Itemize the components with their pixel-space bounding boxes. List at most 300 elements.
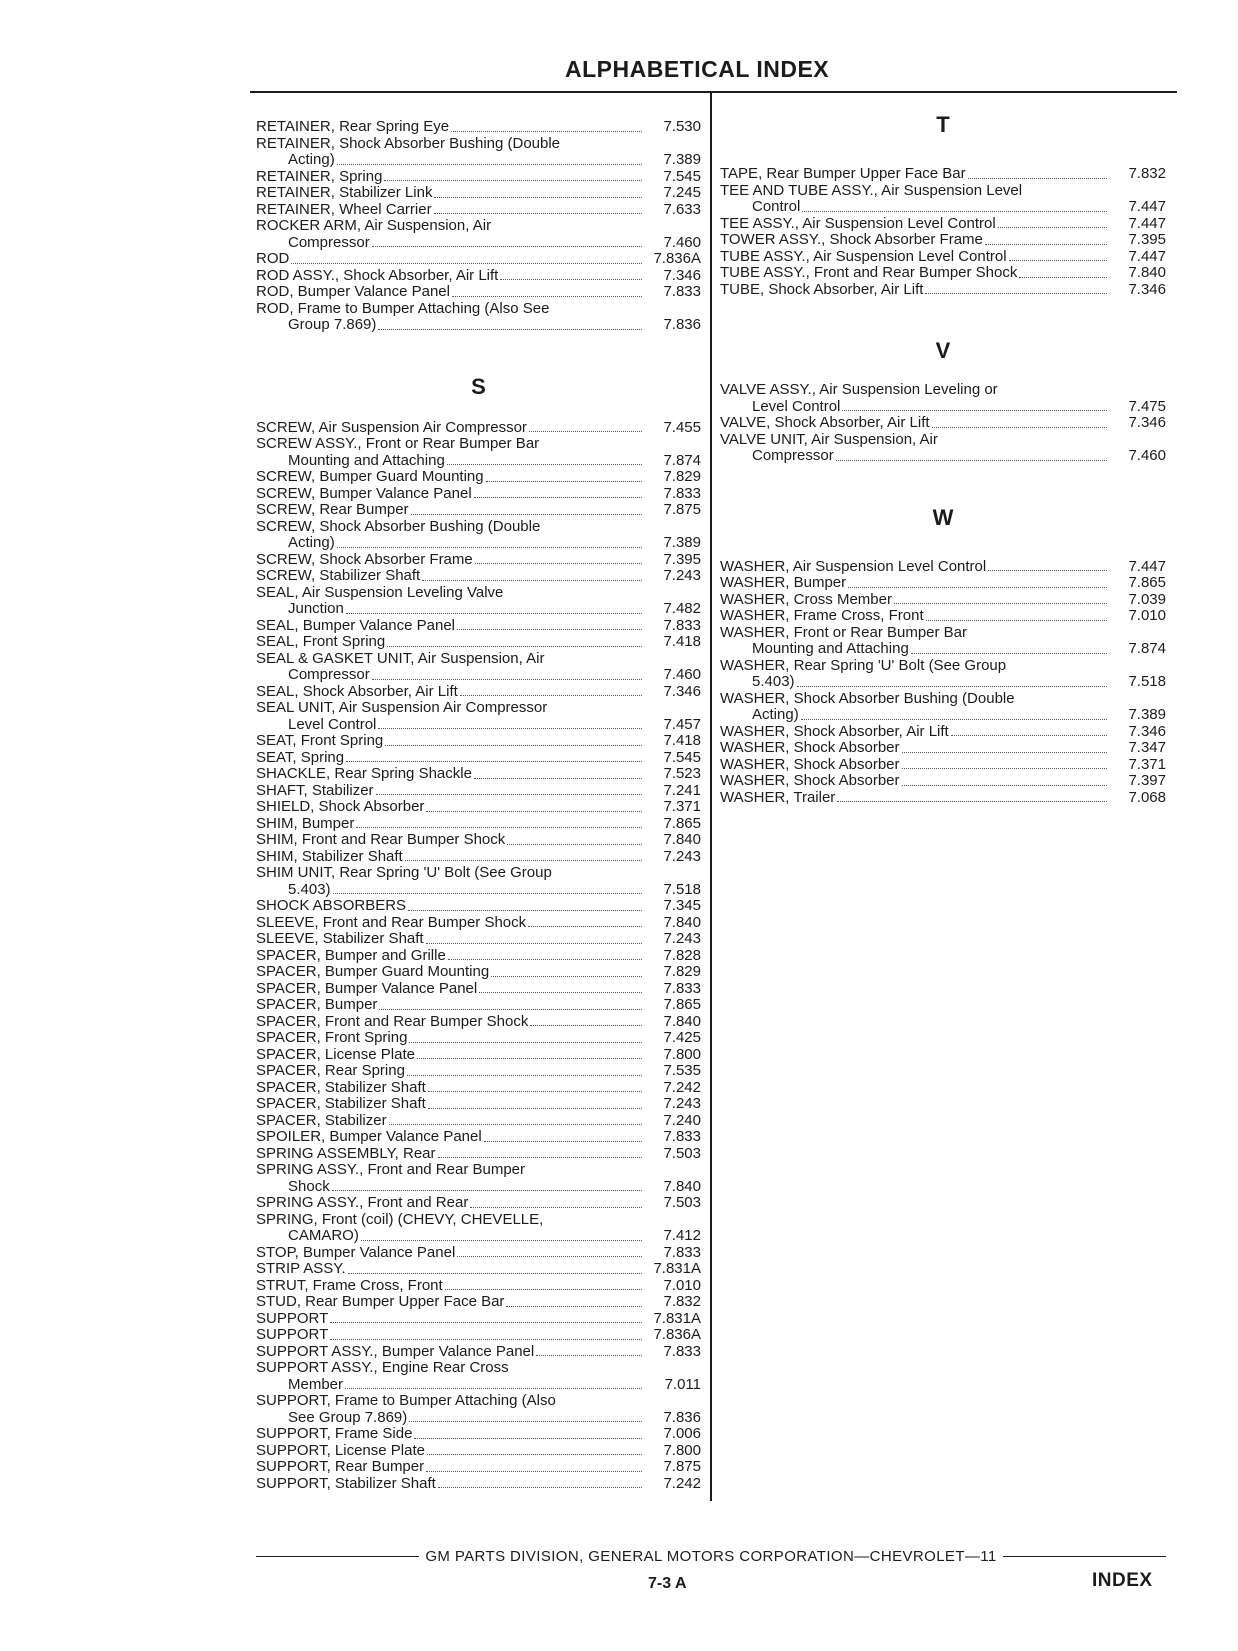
entry-page-ref: 7.347 [1128, 739, 1166, 756]
dot-leader [409, 1042, 642, 1043]
dot-leader [330, 1322, 642, 1323]
entry-page-ref: 7.425 [663, 1029, 701, 1046]
entry-text: Member [288, 1375, 344, 1393]
index-entry [720, 216, 1166, 233]
dot-leader [837, 801, 1107, 802]
entry-text: TUBE ASSY., Air Suspension Level Control [720, 247, 1007, 265]
footer-rule-left [256, 1556, 419, 1558]
entry-text: SUPPORT, Frame to Bumper Attaching (Also [256, 1392, 556, 1409]
entry-text: RETAINER, Spring [256, 167, 383, 185]
index-entry [256, 1393, 701, 1426]
dot-leader [988, 570, 1107, 571]
entry-text: TEE AND TUBE ASSY., Air Suspension Level [720, 181, 1023, 199]
entry-page-ref: 7.836A [653, 250, 701, 267]
index-entry [720, 625, 1166, 658]
dot-leader [411, 514, 642, 515]
entry-text: SPRING ASSY., Front and Rear [256, 1194, 469, 1211]
entry-text: SUPPORT, Stabilizer Shaft [256, 1474, 436, 1492]
dot-leader [378, 728, 642, 729]
index-list-v [720, 382, 1166, 465]
entry-text: TOWER ASSY., Shock Absorber Frame [720, 231, 983, 248]
dot-leader [378, 329, 642, 330]
index-entry [256, 1195, 701, 1212]
index-entry [720, 608, 1166, 625]
index-entry [256, 185, 701, 202]
entry-page-ref: 7.346 [1128, 722, 1166, 740]
entry-page-ref: 7.460 [1128, 447, 1166, 464]
entry-page-ref: 7.833 [663, 1342, 701, 1360]
dot-leader [337, 547, 642, 548]
entry-text: SPACER, Stabilizer [256, 1111, 387, 1129]
dot-leader [932, 427, 1107, 428]
entry-text: SHIM, Bumper [256, 814, 355, 832]
entry-page-ref: 7.245 [663, 184, 701, 201]
index-entry [256, 202, 701, 219]
index-entry [256, 733, 701, 750]
entry-text: ROCKER ARM, Air Suspension, Air [256, 217, 492, 234]
entry-text: SPRING, Front (coil) (CHEVY, CHEVELLE, [256, 1210, 544, 1228]
entry-text: Compressor [752, 447, 834, 464]
index-entry [720, 166, 1166, 183]
entry-text: VALVE ASSY., Air Suspension Leveling or [720, 381, 998, 398]
entry-page-ref: 7.011 [664, 1375, 701, 1393]
entry-page-ref: 7.345 [663, 897, 701, 914]
entry-page-ref: 7.457 [663, 715, 701, 733]
dot-leader [447, 464, 642, 465]
dot-leader [474, 497, 642, 498]
entry-page-ref: 7.874 [1128, 640, 1166, 657]
entry-text: SUPPORT, Frame Side [256, 1425, 413, 1442]
entry-page-ref: 7.242 [663, 1474, 701, 1492]
dot-leader [457, 1256, 642, 1257]
entry-text: WASHER, Air Suspension Level Control [720, 557, 987, 575]
index-entry [720, 559, 1166, 576]
entry-page-ref: 7.371 [663, 798, 701, 815]
entry-page-ref: 7.397 [1128, 772, 1166, 789]
index-entry [256, 634, 701, 651]
dot-leader [333, 893, 642, 894]
entry-page-ref: 7.518 [1128, 673, 1166, 690]
entry-text: See Group 7.869) [288, 1408, 408, 1426]
index-entry [256, 1459, 701, 1476]
entry-page-ref: 7.840 [663, 1012, 701, 1030]
entry-text: SPACER, Front Spring [256, 1029, 408, 1046]
right-column [720, 112, 1166, 806]
index-entry [256, 766, 701, 783]
entry-page-ref: 7.447 [1128, 214, 1166, 232]
entry-text: SEAT, Front Spring [256, 732, 384, 749]
entry-page-ref: 7.840 [663, 1177, 701, 1195]
entry-page-ref: 7.395 [663, 550, 701, 568]
dot-leader [345, 1388, 642, 1389]
index-entry [256, 1294, 701, 1311]
entry-page-ref: 7.829 [663, 963, 701, 980]
entry-text: WASHER, Bumper [720, 574, 847, 591]
index-entry [256, 486, 701, 503]
index-entry [256, 1146, 701, 1163]
dot-leader [836, 460, 1107, 461]
index-entry [256, 865, 701, 898]
dot-leader [1009, 260, 1107, 261]
entry-text: SEAL, Front Spring [256, 633, 386, 650]
entry-text: Control [752, 198, 801, 215]
entry-text: WASHER, Cross Member [720, 590, 892, 608]
index-entry [256, 301, 701, 334]
entry-page-ref: 7.503 [663, 1144, 701, 1162]
dot-leader [926, 620, 1107, 621]
entry-page-ref: 7.865 [663, 814, 701, 832]
entry-text: VALVE, Shock Absorber, Air Lift [720, 414, 930, 431]
index-entry [256, 1426, 701, 1443]
entry-text: Acting) [288, 534, 335, 551]
entry-page-ref: 7.865 [663, 996, 701, 1013]
entry-text: SPACER, Bumper Valance Panel [256, 979, 478, 997]
entry-page-ref: 7.833 [663, 1128, 701, 1145]
index-entry [256, 684, 701, 701]
entry-page-ref: 7.346 [663, 682, 701, 700]
dot-leader [448, 959, 642, 960]
index-entry [256, 849, 701, 866]
entry-text: WASHER, Shock Absorber, Air Lift [720, 722, 949, 740]
dot-leader [902, 785, 1107, 786]
entry-page-ref: 7.530 [663, 118, 701, 135]
dot-leader [337, 164, 642, 165]
dot-leader [474, 778, 642, 779]
entry-text: SPRING ASSY., Front and Rear Bumper [256, 1161, 526, 1178]
entry-text: SPACER, Bumper [256, 996, 378, 1013]
entry-text: RETAINER, Wheel Carrier [256, 200, 432, 218]
entry-page-ref: 7.346 [663, 266, 701, 284]
entry-text: STOP, Bumper Valance Panel [256, 1243, 456, 1261]
entry-page-ref: 7.240 [663, 1111, 701, 1129]
index-entry [256, 420, 701, 437]
index-entry [720, 415, 1166, 432]
entry-text: SPACER, Bumper and Grille [256, 946, 446, 964]
entry-text: SUPPORT [256, 1326, 329, 1343]
section-letter-v: V [935, 338, 951, 363]
dot-leader [925, 293, 1107, 294]
index-entry [720, 658, 1166, 691]
dot-leader [536, 1355, 642, 1356]
index-entry [720, 790, 1166, 807]
entry-text: SLEEVE, Front and Rear Bumper Shock [256, 913, 527, 931]
entry-text: SCREW, Bumper Guard Mounting [256, 468, 484, 485]
entry-text: SHIM, Front and Rear Bumper Shock [256, 831, 506, 848]
entry-page-ref: 7.545 [663, 748, 701, 766]
dot-leader [457, 629, 642, 630]
index-entry [256, 931, 701, 948]
left-column [256, 119, 701, 1492]
dot-leader [348, 1273, 643, 1274]
section-letter-t: T [936, 112, 950, 137]
entry-page-ref: 7.389 [663, 151, 701, 168]
index-entry [256, 700, 701, 733]
dot-leader [460, 695, 642, 696]
dot-leader [372, 679, 642, 680]
dot-leader [426, 1471, 642, 1472]
index-entry [256, 1360, 701, 1393]
index-entry [256, 1311, 701, 1328]
index-entry [256, 1278, 701, 1295]
entry-text: WASHER, Rear Spring 'U' Bolt (See Group [720, 656, 1007, 674]
index-entry [256, 136, 701, 169]
entry-page-ref: 7.840 [1128, 264, 1166, 281]
dot-leader [470, 1207, 642, 1208]
entry-page-ref: 7.455 [663, 418, 701, 436]
entry-text: SUPPORT ASSY., Engine Rear Cross [256, 1359, 509, 1376]
entry-page-ref: 7.243 [663, 847, 701, 865]
entry-text: RETAINER, Shock Absorber Bushing (Double [256, 134, 561, 152]
index-entry [256, 1096, 701, 1113]
entry-page-ref: 7.447 [1128, 557, 1166, 575]
entry-page-ref: 7.243 [663, 1095, 701, 1112]
entry-text: SCREW, Rear Bumper [256, 501, 409, 518]
index-entry [256, 1261, 701, 1278]
entry-page-ref: 7.875 [663, 501, 701, 518]
index-list-s [256, 420, 701, 1493]
entry-text: SEAL & GASKET UNIT, Air Suspension, Air [256, 649, 545, 667]
dot-leader [797, 686, 1107, 687]
entry-text: WASHER, Shock Absorber [720, 755, 900, 773]
entry-text: SPACER, License Plate [256, 1045, 415, 1063]
entry-text: Compressor [288, 233, 370, 251]
entry-text: STRUT, Frame Cross, Front [256, 1276, 443, 1294]
entry-page-ref: 7.447 [1128, 198, 1166, 215]
entry-page-ref: 7.833 [663, 979, 701, 997]
entry-page-ref: 7.633 [663, 200, 701, 218]
dot-leader [408, 910, 642, 911]
entry-page-ref: 7.535 [663, 1062, 701, 1079]
entry-text: SCREW ASSY., Front or Rear Bumper Bar [256, 435, 540, 452]
dot-leader [506, 1306, 642, 1307]
entry-page-ref: 7.482 [663, 600, 701, 617]
entry-page-ref: 7.518 [663, 880, 701, 898]
dot-leader [902, 768, 1107, 769]
index-entry [256, 948, 701, 965]
entry-text: SEAL UNIT, Air Suspension Air Compressor [256, 699, 548, 716]
dot-leader [985, 244, 1107, 245]
entry-page-ref: 7.010 [1128, 607, 1166, 624]
entry-page-ref: 7.840 [663, 913, 701, 931]
dot-leader [528, 926, 642, 927]
index-entry [256, 1047, 701, 1064]
entry-text: TAPE, Rear Bumper Upper Face Bar [720, 165, 966, 182]
dot-leader [346, 761, 642, 762]
index-entry [256, 832, 701, 849]
dot-leader [452, 296, 642, 297]
dot-leader [507, 844, 642, 845]
dot-leader [486, 481, 642, 482]
entry-text: Junction [288, 600, 344, 617]
section-name: INDEX [1092, 1570, 1153, 1591]
index-entry [256, 1344, 701, 1361]
index-entry [720, 382, 1166, 415]
index-entry [256, 284, 701, 301]
index-entry [720, 232, 1166, 249]
dot-leader [428, 1091, 642, 1092]
index-entry [256, 964, 701, 981]
entry-text: SUPPORT, License Plate [256, 1441, 425, 1459]
entry-page-ref: 7.242 [663, 1078, 701, 1096]
entry-page-ref: 7.833 [663, 484, 701, 502]
entry-page-ref: 7.874 [663, 451, 701, 469]
dot-leader [417, 1058, 642, 1059]
entry-page-ref: 7.346 [1128, 280, 1166, 298]
dot-leader [475, 563, 642, 564]
entry-page-ref: 7.460 [663, 233, 701, 251]
index-entry [256, 1030, 701, 1047]
entry-text: RETAINER, Stabilizer Link [256, 184, 433, 201]
dot-leader [427, 1454, 642, 1455]
index-entry [256, 552, 701, 569]
index-list-w [720, 559, 1166, 807]
entry-text: TUBE, Shock Absorber, Air Lift [720, 280, 924, 298]
entry-text: SCREW, Bumper Valance Panel [256, 484, 472, 502]
entry-text: SLEEVE, Stabilizer Shaft [256, 930, 424, 947]
entry-text: TEE ASSY., Air Suspension Level Control [720, 214, 996, 232]
entry-text: Level Control [288, 715, 377, 733]
entry-text: SUPPORT [256, 1309, 329, 1327]
index-entry [256, 469, 701, 486]
entry-page-ref: 7.412 [663, 1227, 701, 1244]
entry-text: WASHER, Front or Rear Bumper Bar [720, 623, 968, 641]
entry-text: ROD ASSY., Shock Absorber, Air Lift [256, 266, 499, 284]
dot-leader [951, 735, 1107, 736]
footer [256, 1548, 1166, 1565]
title-rule [250, 91, 1177, 93]
index-entry [256, 585, 701, 618]
entry-text: SUPPORT, Rear Bumper [256, 1458, 425, 1475]
entry-text: ROD [256, 250, 290, 267]
entry-text: SPOILER, Bumper Valance Panel [256, 1128, 482, 1145]
entry-page-ref: 7.831A [653, 1309, 701, 1327]
section-letter-w: W [932, 504, 954, 530]
entry-text: RETAINER, Rear Spring Eye [256, 118, 450, 135]
index-entry [256, 268, 701, 285]
entry-text: TUBE ASSY., Front and Rear Bumper Shock [720, 264, 1018, 281]
index-entry [256, 502, 701, 519]
entry-page-ref: 7.833 [663, 1243, 701, 1261]
entry-page-ref: 7.828 [663, 946, 701, 964]
entry-page-ref: 7.836A [653, 1326, 701, 1343]
index-entry [256, 1245, 701, 1262]
dot-leader [376, 794, 642, 795]
entry-page-ref: 7.875 [663, 1458, 701, 1475]
index-entry [720, 282, 1166, 299]
dot-leader [484, 1141, 642, 1142]
dot-leader [409, 1421, 642, 1422]
dot-leader [911, 653, 1107, 654]
index-entry [256, 1063, 701, 1080]
index-entry [256, 651, 701, 684]
index-entry [720, 740, 1166, 757]
entry-text: SCREW, Shock Absorber Bushing (Double [256, 517, 541, 535]
entry-page-ref: 7.460 [663, 666, 701, 683]
entry-text: Group 7.869) [288, 316, 377, 333]
footer-text: GM PARTS DIVISION, GENERAL MOTORS CORPORATION—CHEVROLET—11 [425, 1548, 997, 1565]
column-divider [710, 93, 712, 1501]
entry-text: SPRING ASSEMBLY, Rear [256, 1144, 436, 1162]
index-entry [256, 1327, 701, 1344]
entry-page-ref: 7.545 [663, 167, 701, 185]
index-entry [256, 1080, 701, 1097]
entry-page-ref: 7.865 [1128, 574, 1166, 591]
dot-leader [434, 213, 642, 214]
index-entry [256, 251, 701, 268]
entry-text: Level Control [752, 397, 841, 415]
dot-leader [405, 860, 642, 861]
dot-leader [529, 431, 642, 432]
dot-leader [387, 646, 642, 647]
footer-rule-right [1003, 1556, 1166, 1558]
entry-page-ref: 7.503 [663, 1194, 701, 1211]
entry-page-ref: 7.243 [663, 567, 701, 584]
entry-text: WASHER, Shock Absorber [720, 739, 900, 756]
entry-page-ref: 7.836 [663, 1408, 701, 1426]
entry-text: VALVE UNIT, Air Suspension, Air [720, 430, 938, 448]
index-entry [720, 575, 1166, 592]
dot-leader [389, 1124, 642, 1125]
dot-leader [500, 279, 642, 280]
dot-leader [802, 211, 1107, 212]
entry-page-ref: 7.389 [1128, 706, 1166, 723]
entry-text: SEAL, Shock Absorber, Air Lift [256, 682, 458, 700]
entry-text: SCREW, Shock Absorber Frame [256, 550, 473, 568]
index-entry [256, 750, 701, 767]
index-entry [720, 724, 1166, 741]
entry-page-ref: 7.833 [663, 616, 701, 634]
entry-page-ref: 7.523 [663, 765, 701, 782]
entry-page-ref: 7.829 [663, 468, 701, 485]
entry-page-ref: 7.800 [663, 1045, 701, 1063]
index-entry [256, 1113, 701, 1130]
dot-leader [407, 1075, 642, 1076]
index-entry [720, 183, 1166, 216]
index-entry [256, 519, 701, 552]
dot-leader [530, 1025, 642, 1026]
dot-leader [438, 1157, 642, 1158]
entry-page-ref: 7.346 [1128, 414, 1166, 431]
section-letter-s: S [471, 373, 486, 399]
dot-leader [438, 1487, 642, 1488]
dot-leader [330, 1339, 642, 1340]
index-entry [720, 757, 1166, 774]
index-entry [256, 436, 701, 469]
entry-page-ref: 7.475 [1128, 397, 1166, 415]
entry-page-ref: 7.832 [1128, 165, 1166, 182]
entry-page-ref: 7.395 [1128, 231, 1166, 248]
entry-page-ref: 7.447 [1128, 247, 1166, 265]
entry-page-ref: 7.241 [663, 781, 701, 799]
dot-leader [894, 603, 1107, 604]
index-entry [256, 783, 701, 800]
entry-page-ref: 7.836 [663, 316, 701, 333]
entry-text: Mounting and Attaching [288, 451, 445, 469]
entry-page-ref: 7.840 [663, 831, 701, 848]
entry-text: SPACER, Stabilizer Shaft [256, 1078, 426, 1096]
index-entry [256, 981, 701, 998]
entry-text: WASHER, Shock Absorber Bushing (Double [720, 689, 1015, 707]
entry-page-ref: 7.800 [663, 1441, 701, 1459]
dot-leader [491, 976, 642, 977]
entry-page-ref: 7.832 [663, 1293, 701, 1310]
entry-page-ref: 7.371 [1128, 755, 1166, 773]
index-entry [256, 1129, 701, 1146]
index-entry [256, 568, 701, 585]
entry-text: Mounting and Attaching [752, 640, 909, 657]
index-entry [720, 773, 1166, 790]
dot-leader [434, 197, 642, 198]
